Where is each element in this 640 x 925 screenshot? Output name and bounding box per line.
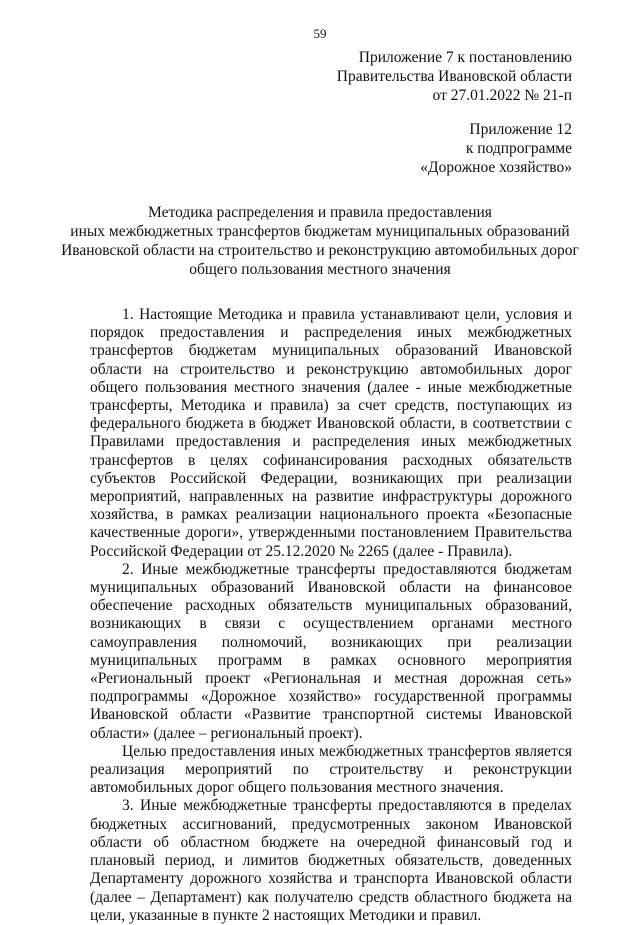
sub-appendix-line-3: «Дорожное хозяйство» <box>420 159 572 176</box>
document-body <box>90 306 572 925</box>
appendix-reference <box>337 48 572 105</box>
title-line-3: Ивановской области на строительство и реконструкцию автомобильных дорог <box>61 242 579 259</box>
appendix-line-1: Приложение 7 к постановлению <box>358 49 572 66</box>
appendix-line-2: Правительства Ивановской области <box>336 68 572 85</box>
paragraph-2: 2. Иные межбюджетные трансферты предоставляются бюджетам муниципальных образований Ивановской области на финансовое обеспечение расходных обязательств муниципальных образований, возникающих в связи с осуществлением органами местного самоуправления полномочий, возникающих при реализации муниципальных программ в рамках основного мероприятия «Региональный проект «Региональная и местная дорожная сеть» подпрограммы «Дорожное хозяйство» государственной программы Ивановской области «Развитие транспортной системы Ивановской области» (далее – региональный проект). <box>90 560 572 742</box>
title-line-1: Методика распределения и правила предоставления <box>148 204 492 221</box>
paragraph-4: 3. Иные межбюджетные трансферты предоставляются в пределах бюджетных ассигнований, предусмотренных законом Ивановской области об областном бюджете на очередной финансовый год и плановый период, и лимитов бюджетных обязательств, доведенных Департаменту дорожного хозяйства и транспорта Ивановской области (далее – Департамент) как получателю средств областного бюджета на цели, указанные в пункте 2 настоящих Методики и правил. <box>90 797 572 924</box>
appendix-line-3: от 27.01.2022 № 21-п <box>432 87 572 104</box>
sub-appendix-reference <box>420 120 572 177</box>
sub-appendix-line-1: Приложение 12 <box>469 121 572 138</box>
title-line-2: иных межбюджетных трансфертов бюджетам муниципальных образований <box>70 223 570 240</box>
paragraph-3: Целью предоставления иных межбюджетных трансфертов является реализация мероприятий по строительству и реконструкции автомобильных дорог общего пользования местного значения. <box>90 742 572 797</box>
title-line-4: общего пользования местного значения <box>189 261 451 278</box>
paragraph-1: 1. Настоящие Методика и правила устанавливают цели, условия и порядок предоставления и распределения иных межбюджетных трансфертов бюджетам муниципальных образований Ивановской области на строительство и реконструкцию автомобильных дорог общего пользования местного значения (далее - иные межбюджетные трансферты, Методика и правила) за счет средств, поступающих из федерального бюджета в бюджет Ивановской области, в соответствии с Правилами предоставления и распределения иных межбюджетных трансфертов в целях софинансирования расходных обязательств субъектов Российской Федерации, возникающих при реализации мероприятий, направленных на развитие инфраструктуры дорожного хозяйства, в рамках реализации национального проекта «Безопасные качественные дороги», утвержденными постановлением Правительства Российской Федерации от 25.12.2020 № 2265 (далее - Правила). <box>90 306 572 560</box>
page-number: 59 <box>313 26 327 41</box>
sub-appendix-line-2: к подпрограмме <box>465 140 572 157</box>
document-title <box>52 203 588 279</box>
